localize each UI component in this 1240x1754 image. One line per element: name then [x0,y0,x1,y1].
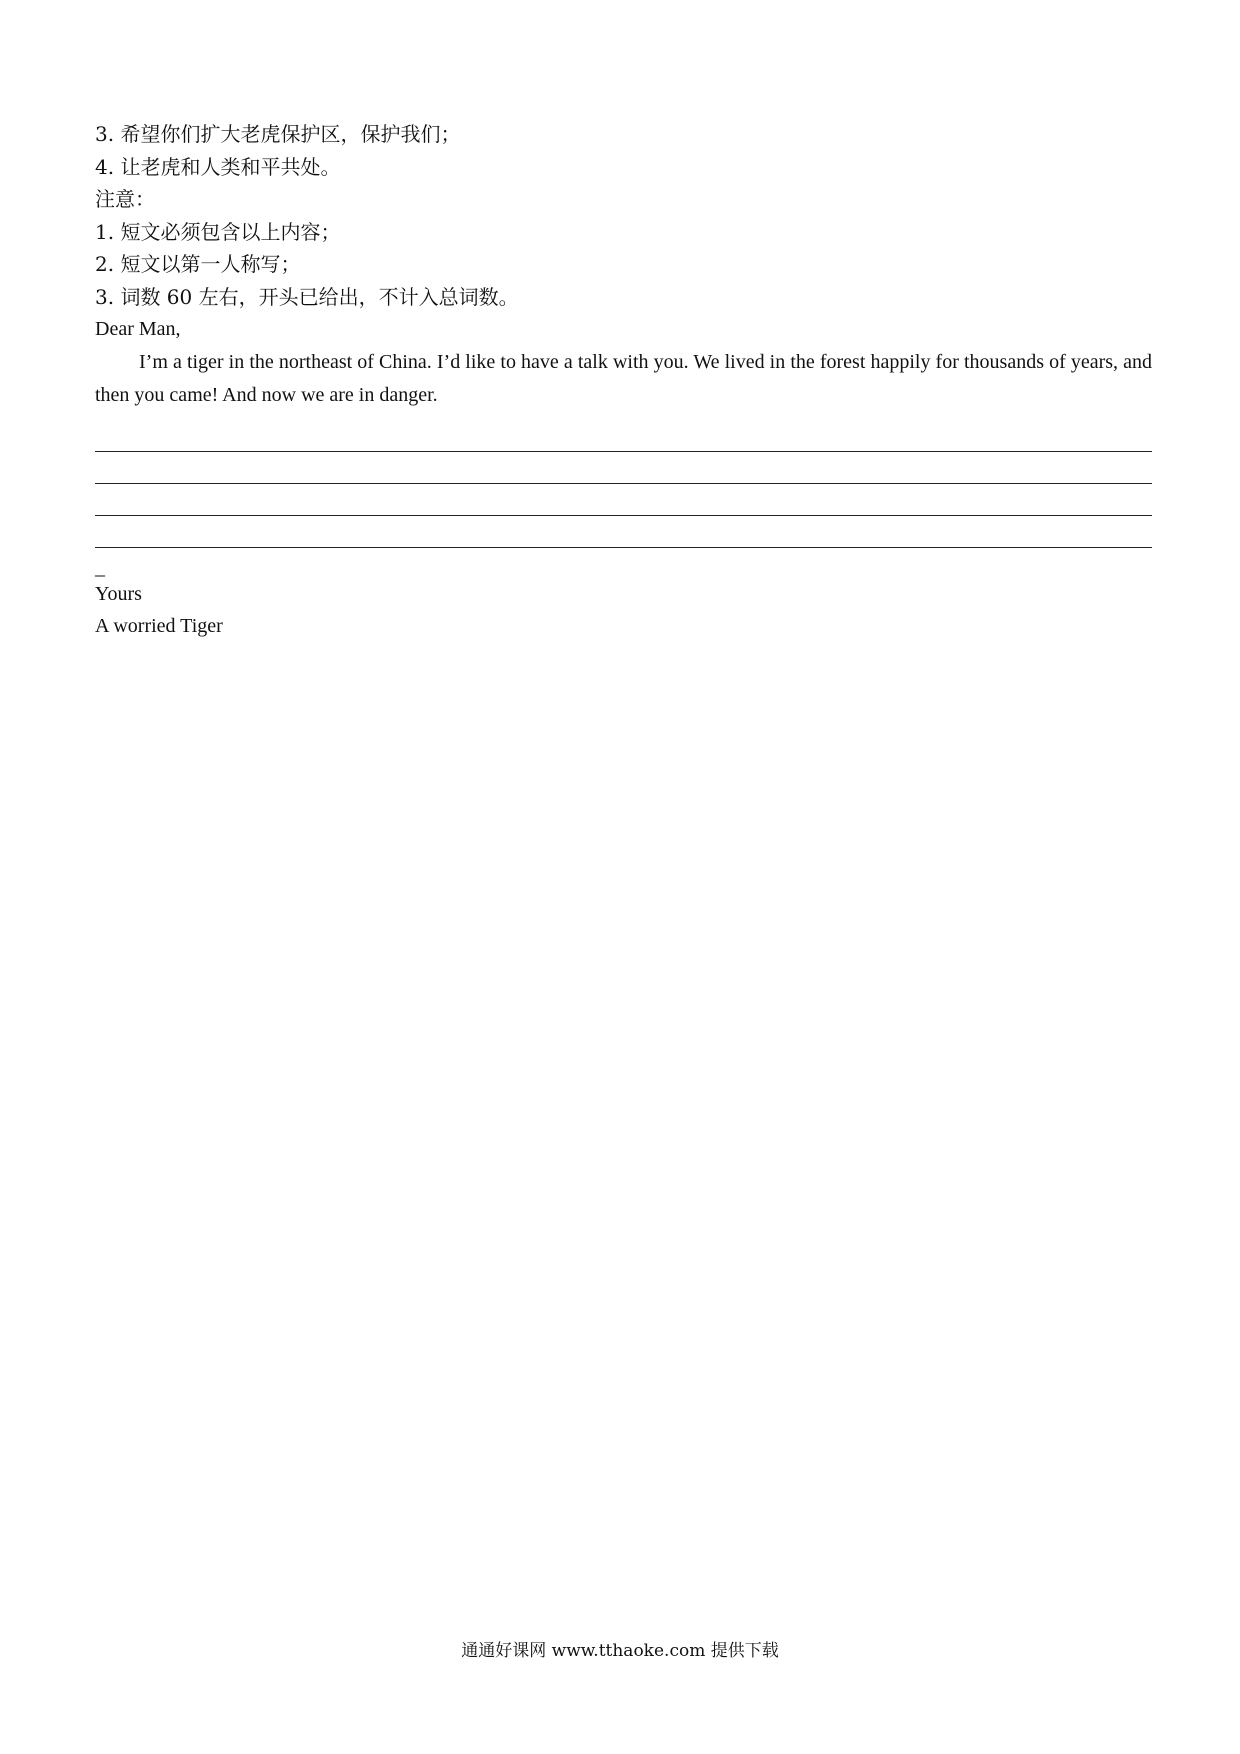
notes-heading: 注意： [95,187,155,211]
document-content [95,118,1152,643]
letter-signature: A worried Tiger [95,615,223,637]
letter-salutation: Dear Man, [95,318,181,340]
note-item-1: 1. 短文必须包含以上内容； [95,219,341,244]
letter-closing: Yours [95,582,142,605]
answer-line[interactable] [95,452,1152,484]
answer-lines [95,420,1152,548]
requirement-item-4: 4. 让老虎和人类和平共处。 [95,154,341,179]
note-item-3: 3. 词数 60 左右，开头已给出，不计入总词数。 [95,284,519,309]
letter-opening-paragraph: I’m a tiger in the northeast of China. I’d like to have a talk with you. We lived in the forest happily for thousands of years, and then you came! And now we are in danger. [95,350,1152,406]
answer-line[interactable] [95,516,1152,548]
trailing-underscore: _ [95,556,105,579]
requirement-item-3: 3. 希望你们扩大老虎保护区，保护我们； [95,122,461,146]
answer-line[interactable] [95,420,1152,452]
note-item-2: 2. 短文以第一人称写； [95,252,301,276]
page-footer: 通通好课网 www.tthaoke.com 提供下载 [461,1641,779,1661]
answer-line[interactable] [95,484,1152,516]
answer-line-end [95,548,1152,578]
